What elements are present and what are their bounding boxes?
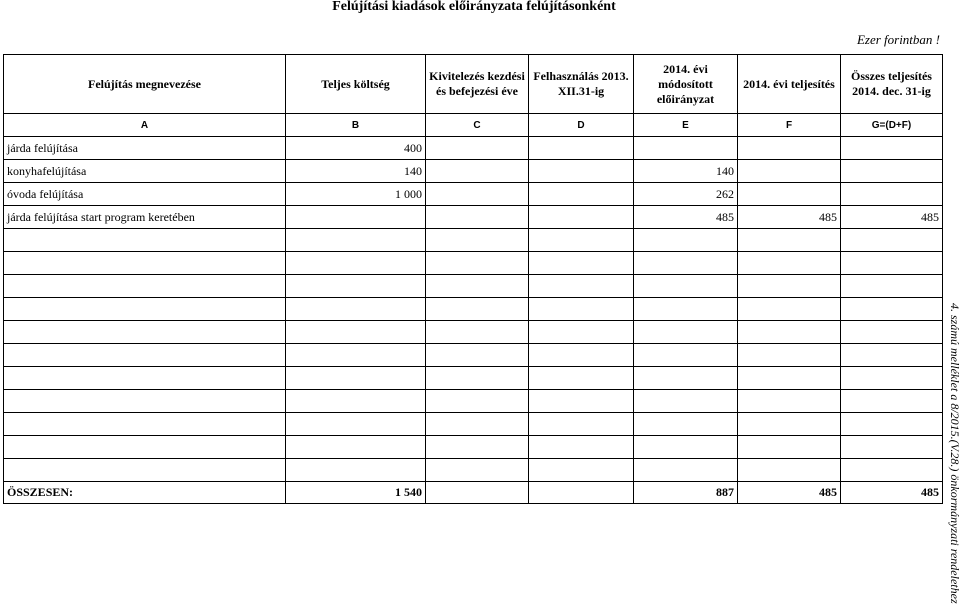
total-total-cost: 1 540 <box>286 482 426 504</box>
cell-used-2013 <box>529 160 634 183</box>
table-row <box>4 344 943 367</box>
letter-e: E <box>634 114 738 137</box>
cell-all-done <box>841 459 943 482</box>
table-row <box>4 183 943 206</box>
cell-done-2014 <box>738 183 841 206</box>
cell-done-2014 <box>738 413 841 436</box>
cell-total-cost <box>286 206 426 229</box>
cell-years <box>426 137 529 160</box>
letter-b: B <box>286 114 426 137</box>
col-header-done-2014: 2014. évi teljesítés <box>738 55 841 114</box>
cell-total-cost: 140 <box>286 160 426 183</box>
col-header-modified-2014: 2014. évi módosított előirányzat <box>634 55 738 114</box>
page-title: Felújítási kiadások előirányzata felújításonként <box>332 0 616 14</box>
cell-years <box>426 459 529 482</box>
cell-all-done <box>841 390 943 413</box>
total-all-done: 485 <box>841 482 943 504</box>
letter-row <box>4 114 943 137</box>
total-row <box>4 482 943 504</box>
cell-years <box>426 436 529 459</box>
cell-name <box>4 367 286 390</box>
total-used-2013 <box>529 482 634 504</box>
table-row <box>4 160 943 183</box>
cell-total-cost <box>286 413 426 436</box>
total-modified-2014: 887 <box>634 482 738 504</box>
cell-done-2014 <box>738 160 841 183</box>
cell-used-2013 <box>529 298 634 321</box>
cell-years <box>426 298 529 321</box>
table-row <box>4 321 943 344</box>
cell-all-done <box>841 413 943 436</box>
cell-all-done <box>841 367 943 390</box>
cell-modified-2014 <box>634 344 738 367</box>
unit-note: Ezer forintban ! <box>856 32 940 47</box>
cell-all-done: 485 <box>841 206 943 229</box>
cell-total-cost <box>286 344 426 367</box>
cell-all-done <box>841 344 943 367</box>
col-header-name: Felújítás megnevezése <box>4 55 286 114</box>
cell-used-2013 <box>529 229 634 252</box>
table-row <box>4 459 943 482</box>
cell-used-2013 <box>529 252 634 275</box>
cell-years <box>426 206 529 229</box>
cell-done-2014 <box>738 229 841 252</box>
cell-name <box>4 413 286 436</box>
cell-done-2014 <box>738 298 841 321</box>
cell-all-done <box>841 252 943 275</box>
cell-used-2013 <box>529 206 634 229</box>
col-header-years: Kivitelezés kezdési és befejezési éve <box>426 55 529 114</box>
table-row <box>4 137 943 160</box>
cell-name: járda felújítása start program keretében <box>4 206 286 229</box>
col-header-all-done: Összes teljesítés 2014. dec. 31-ig <box>841 55 943 114</box>
cell-all-done <box>841 137 943 160</box>
cell-years <box>426 275 529 298</box>
cell-used-2013 <box>529 459 634 482</box>
cell-modified-2014: 262 <box>634 183 738 206</box>
cell-total-cost <box>286 321 426 344</box>
col-header-total-cost: Teljes költség <box>286 55 426 114</box>
cell-years <box>426 413 529 436</box>
renovation-table <box>3 54 943 504</box>
cell-total-cost <box>286 229 426 252</box>
cell-done-2014 <box>738 344 841 367</box>
cell-name <box>4 229 286 252</box>
cell-name: járda felújítása <box>4 137 286 160</box>
cell-done-2014 <box>738 390 841 413</box>
letter-g: G=(D+F) <box>841 114 943 137</box>
col-header-used-2013: Felhasználás 2013. XII.31-ig <box>529 55 634 114</box>
cell-modified-2014: 485 <box>634 206 738 229</box>
cell-total-cost <box>286 459 426 482</box>
table-row <box>4 298 943 321</box>
cell-done-2014 <box>738 436 841 459</box>
cell-years <box>426 367 529 390</box>
cell-years <box>426 321 529 344</box>
letter-d: D <box>529 114 634 137</box>
cell-used-2013 <box>529 390 634 413</box>
header-row <box>4 55 943 114</box>
cell-modified-2014 <box>634 436 738 459</box>
table-row <box>4 367 943 390</box>
cell-name <box>4 275 286 298</box>
cell-done-2014 <box>738 321 841 344</box>
total-years <box>426 482 529 504</box>
cell-used-2013 <box>529 436 634 459</box>
cell-modified-2014 <box>634 367 738 390</box>
cell-modified-2014 <box>634 252 738 275</box>
cell-all-done <box>841 183 943 206</box>
table-row <box>4 275 943 298</box>
cell-total-cost <box>286 436 426 459</box>
cell-modified-2014 <box>634 229 738 252</box>
cell-modified-2014 <box>634 390 738 413</box>
cell-done-2014: 485 <box>738 206 841 229</box>
table-row <box>4 206 943 229</box>
cell-name <box>4 459 286 482</box>
cell-modified-2014 <box>634 459 738 482</box>
side-note-text: 4. számú melléklet a 8/2015.(V.28.) önkormányzati rendelethez <box>948 303 962 604</box>
table-row <box>4 252 943 275</box>
cell-done-2014 <box>738 459 841 482</box>
cell-name <box>4 436 286 459</box>
cell-all-done <box>841 298 943 321</box>
cell-modified-2014 <box>634 298 738 321</box>
cell-total-cost <box>286 390 426 413</box>
cell-years <box>426 252 529 275</box>
total-done-2014: 485 <box>738 482 841 504</box>
cell-used-2013 <box>529 413 634 436</box>
cell-modified-2014: 140 <box>634 160 738 183</box>
cell-used-2013 <box>529 183 634 206</box>
cell-used-2013 <box>529 367 634 390</box>
table-row <box>4 229 943 252</box>
cell-used-2013 <box>529 344 634 367</box>
cell-name <box>4 298 286 321</box>
cell-done-2014 <box>738 275 841 298</box>
cell-name <box>4 390 286 413</box>
cell-name <box>4 321 286 344</box>
cell-total-cost <box>286 298 426 321</box>
cell-all-done <box>841 321 943 344</box>
table-row <box>4 413 943 436</box>
cell-total-cost <box>286 252 426 275</box>
cell-name: konyhafelújítása <box>4 160 286 183</box>
cell-name: óvoda felújítása <box>4 183 286 206</box>
cell-total-cost: 400 <box>286 137 426 160</box>
cell-all-done <box>841 160 943 183</box>
cell-all-done <box>841 229 943 252</box>
cell-modified-2014 <box>634 321 738 344</box>
cell-all-done <box>841 436 943 459</box>
total-label: ÖSSZESEN: <box>4 482 286 504</box>
cell-modified-2014 <box>634 275 738 298</box>
cell-done-2014 <box>738 137 841 160</box>
cell-total-cost <box>286 367 426 390</box>
cell-done-2014 <box>738 367 841 390</box>
cell-modified-2014 <box>634 137 738 160</box>
cell-name <box>4 252 286 275</box>
cell-years <box>426 183 529 206</box>
cell-all-done <box>841 275 943 298</box>
cell-modified-2014 <box>634 413 738 436</box>
cell-used-2013 <box>529 275 634 298</box>
side-note <box>947 303 963 604</box>
cell-years <box>426 344 529 367</box>
letter-c: C <box>426 114 529 137</box>
cell-name <box>4 344 286 367</box>
table-row <box>4 436 943 459</box>
cell-years <box>426 160 529 183</box>
cell-total-cost <box>286 275 426 298</box>
table-row <box>4 390 943 413</box>
letter-f: F <box>738 114 841 137</box>
letter-a: A <box>4 114 286 137</box>
cell-total-cost: 1 000 <box>286 183 426 206</box>
cell-years <box>426 390 529 413</box>
cell-used-2013 <box>529 137 634 160</box>
cell-done-2014 <box>738 252 841 275</box>
cell-used-2013 <box>529 321 634 344</box>
cell-years <box>426 229 529 252</box>
